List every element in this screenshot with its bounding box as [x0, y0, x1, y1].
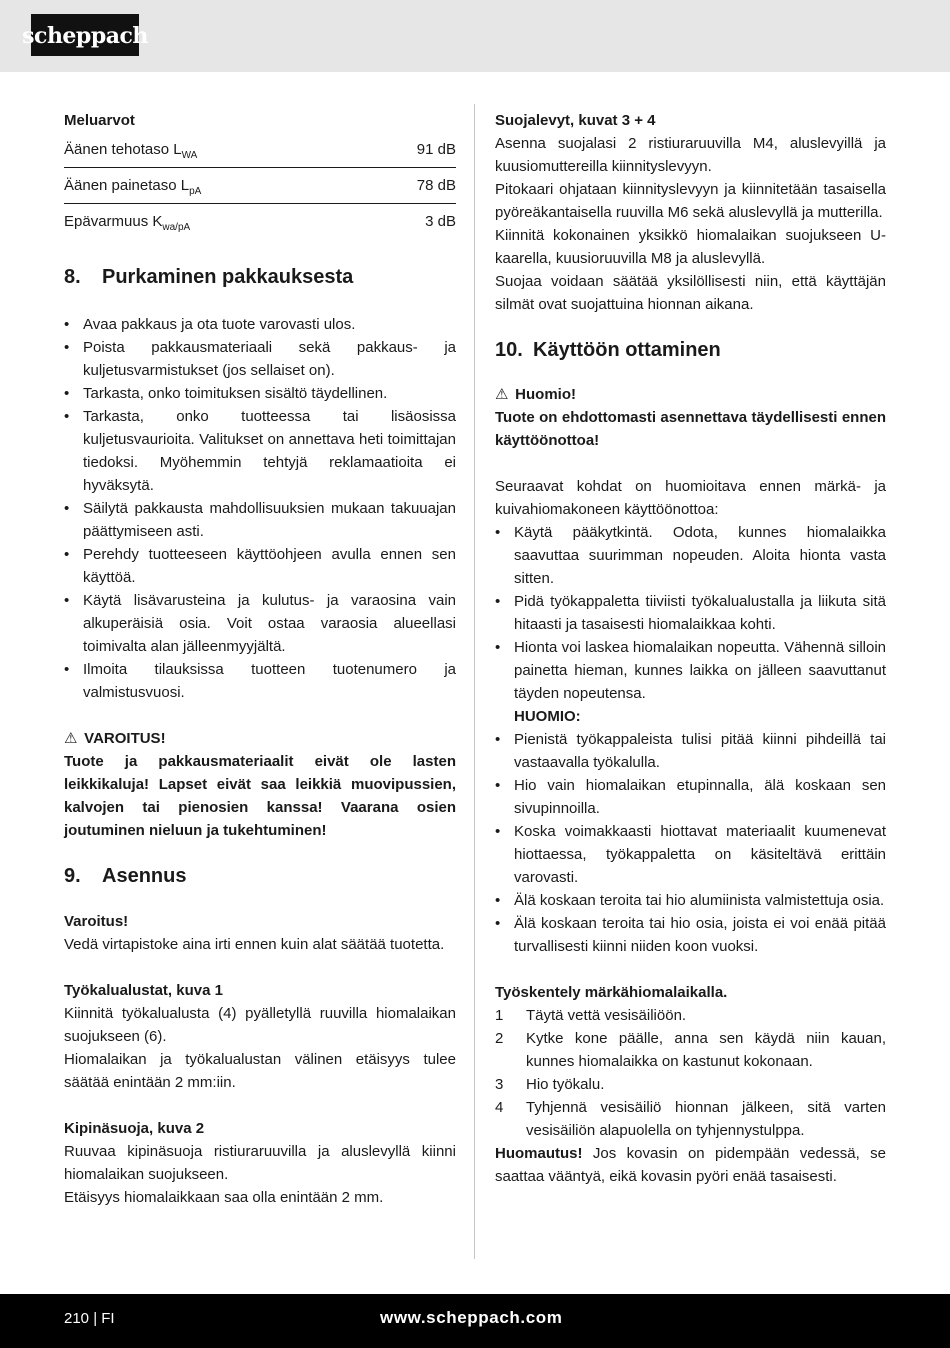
list-item: • Hionta voi laskea hiomalaikan nopeutta. Vähennä silloin painetta hieman, kunnes laikka on jälleen saavuttanut täyden nopeutensa.: [495, 636, 886, 705]
step-item: 4 Tyhjennä vesisäiliö hionnan jälkeen, sitä varten vesisäiliön alapuolella on tyhjennystulppa.: [495, 1099, 886, 1139]
column-divider: [474, 104, 475, 1259]
wet-grinding-heading: Työskentely märkähiomalaikalla.: [495, 984, 728, 1001]
shield-text: Kiinnitä kokonainen yksikkö hiomalaikan suojukseen U-kaarella, kuusioruuvilla M8 ja aluslevyllä.: [495, 227, 886, 267]
step-item: 3 Hio työkalu.: [495, 1076, 605, 1093]
spark-guard-text: Ruuvaa kipinäsuoja ristiuraruuvilla ja aluslevyllä kiinni hiomalaikan suojukseen.: [64, 1143, 456, 1183]
inline-note-label: HUOMIO:: [514, 708, 581, 725]
list-item: • Käytä pääkytkintä. Odota, kunnes hiomalaikka saavuttaa suurimman nopeuden. Aloita hionta vasta sitten.: [495, 521, 886, 590]
noise-value: 78 dB: [416, 177, 456, 194]
list-item: • Älä koskaan teroita tai hio alumiinista valmistettuja osia.: [495, 889, 886, 912]
warning-triangle-icon: ⚠: [64, 730, 78, 747]
noise-label: Äänen tehotaso $L_{WA}$: [64, 141, 198, 161]
remark-text: Huomautus! Jos kovasin on pidempään vedessä, se saattaa vääntyä, eikä kovasin pyöri enää tasaisesti.: [495, 1145, 886, 1185]
list-item: • Avaa pakkaus ja ota tuote varovasti ulos.: [64, 313, 456, 336]
warning-heading: ⚠ VAROITUS!: [64, 727, 456, 750]
attention-text: Tuote on ehdottomasti asennettava täydellisesti ennen käyttöönottoa!: [495, 409, 886, 449]
list-item: • Ilmoita tilauksissa tuotteen tuotenumero ja valmistusvuosi.: [64, 658, 456, 704]
step-item: 2 Kytke kone päälle, anna sen käydä niin kauan, kunnes hiomalaikka on kastunut kokonaan.: [495, 1030, 886, 1070]
left-column: [64, 109, 456, 1209]
section-9-heading: 9. Asennus: [64, 865, 187, 887]
unpacking-list: [64, 313, 456, 704]
list-item: • Hio vain hiomalaikan etupinnalla, älä koskaan sen sivupinnoilla.: [495, 774, 886, 820]
website-link[interactable]: www.scheppach.com: [380, 1308, 563, 1327]
page-number: 210 | FI: [64, 1310, 115, 1327]
caution-text: Vedä virtapistoke aina irti ennen kuin alat säätää tuotetta.: [64, 936, 445, 953]
list-item: • Pienistä työkappaleista tulisi pitää kiinni pihdeillä tai vastaavalla työkalulla.: [495, 728, 886, 774]
attention-heading: ⚠ Huomio!: [495, 383, 886, 406]
noise-value: 3 dB: [425, 213, 456, 230]
list-item: • Tarkasta, onko tuotteessa tai lisäosissa kuljetusvaurioita. Valitukset on annettava heti toimittajan tiedoksi. Myöhemmin tehtyjä reklamaatioita ei hyväksytä.: [64, 405, 456, 497]
list-item: • Älä koskaan teroita tai hio osia, joista ei voi enää pitää turvallisesti kiinni niiden koon vuoksi.: [495, 912, 886, 958]
shield-heading: Suojalevyt, kuvat 3 + 4: [495, 112, 656, 129]
warning-text: Tuote ja pakkausmateriaalit eivät ole lasten leikkikaluja! Lapset eivät saa leikkiä muovipussien, kalvojen tai pienosien kanssa! Vaarana osien joutuminen nieluun ja tukehtuminen!: [64, 753, 456, 839]
list-item: • Käytä lisävarusteina ja kulutus- ja varaosina vain alkuperäisiä osia. Voit ostaa varaosia alueellasi toimivalta alan jälleenmyyjältä.: [64, 589, 456, 658]
list-item: • Poista pakkausmateriaali sekä pakkaus- ja kuljetusvarmistukset (jos sellaiset on).: [64, 336, 456, 382]
noise-label: Äänen painetaso $L_{pA}$: [64, 177, 202, 197]
noise-label: Epävarmuus $K_{wa/pA}$: [64, 213, 191, 233]
list-item: • Säilytä pakkausta mahdollisuuksien mukaan takuuajan päättymiseen asti.: [64, 497, 456, 543]
intro-text: Seuraavat kohdat on huomioitava ennen märkä- ja kuivahiomakoneen käyttöönottoa:: [495, 478, 886, 518]
noise-row: [64, 168, 456, 204]
shield-text: Asenna suojalasi 2 ristiuraruuvilla M4, aluslevyillä ja kuusiomuttereilla kiinnityslevyyn.: [495, 135, 886, 175]
noise-row: [64, 204, 456, 240]
spark-guard-text: Etäisyys hiomalaikkaan saa olla enintään 2 mm.: [64, 1189, 384, 1206]
shield-text: Suojaa voidaan säätää yksilöllisesti niin, että käyttäjän silmät ovat suojattuina hionnan aikana.: [495, 273, 886, 313]
noise-table: [64, 132, 456, 240]
step-item: 1 Täytä vettä vesisäiliöön.: [495, 1007, 687, 1024]
spark-guard-heading: Kipinäsuoja, kuva 2: [64, 1120, 205, 1137]
list-item: • Tarkasta, onko toimituksen sisältö täydellinen.: [64, 382, 456, 405]
page-header: [0, 0, 950, 72]
caution-heading: Varoitus!: [64, 913, 129, 930]
tool-rest-text: Hiomalaikan ja työkalualustan välinen etäisyys tulee säätää enintään 2 mm:iin.: [64, 1051, 456, 1091]
noise-row: [64, 132, 456, 168]
warning-triangle-icon: ⚠: [495, 386, 509, 403]
operation-list: [495, 521, 886, 958]
list-item: • Koska voimakkaasti hiottavat materiaalit kuumenevat hiottaessa, työkappaletta on käsiteltävä erittäin varovasti.: [495, 820, 886, 889]
section-10-heading: 10. Käyttöön ottaminen: [495, 339, 721, 361]
list-item: • Perehdy tuotteeseen käyttöohjeen avulla ennen sen käyttöä.: [64, 543, 456, 589]
page-footer: [0, 1294, 950, 1348]
shield-text: Pitokaari ohjataan kiinnityslevyyn ja kiinnitetään tasaisella pyöreäkantaisella ruuvilla M6 sekä aluslevyllä ja mutterilla.: [495, 181, 886, 221]
tool-rest-text: Kiinnitä työkalualusta (4) pyälletyllä ruuvilla hiomalaikan suojukseen (6).: [64, 1005, 456, 1045]
right-column: [495, 109, 886, 1188]
wet-grinding-steps: [495, 1004, 886, 1142]
noise-value: 91 dB: [416, 141, 456, 158]
list-item: • Pidä työkappaletta tiiviisti työkalualustalla ja liikuta sitä hitaasti ja tasaisesti hiomalaikkaa kohti.: [495, 590, 886, 636]
noise-title: Meluarvot: [64, 112, 135, 129]
tool-rest-heading: Työkalualustat, kuva 1: [64, 982, 223, 999]
scheppach-logo: scheppach: [31, 14, 139, 56]
section-8-heading: 8. Purkaminen pakkauksesta: [64, 266, 354, 288]
